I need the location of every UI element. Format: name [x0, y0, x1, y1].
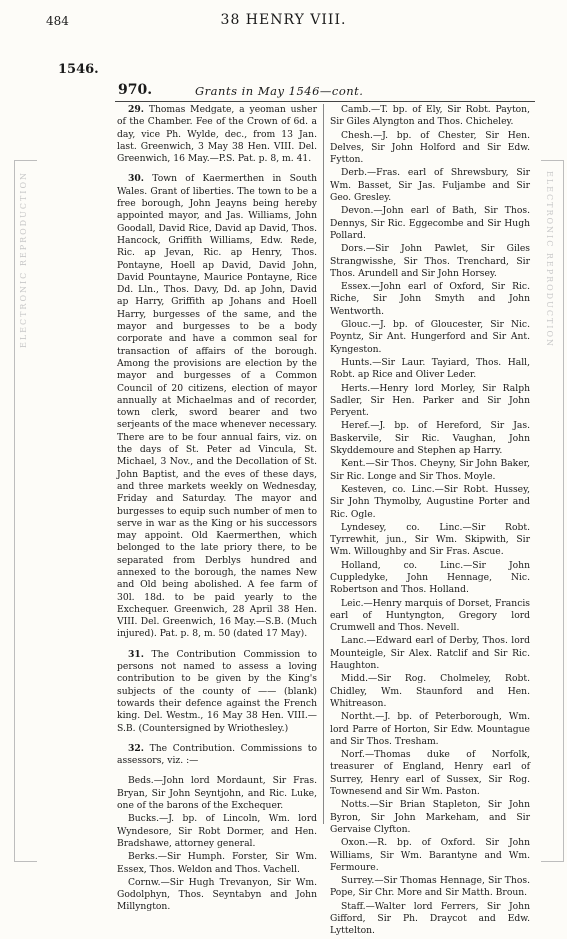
entry-30-number: 30. [128, 173, 144, 185]
grant-dors: Dors.—Sir John Pawlet, Sir Giles Strangwisshe, Sir Thos. Trenchard, Sir Thos. Arundell and Sir John Horsey. [330, 243, 530, 279]
grant-beds: Beds.—John lord Mordaunt, Sir Fras. Bryan, Sir John Seyntjohn, and Ric. Luke, one of the barons of the Exchequer. [117, 775, 317, 812]
entry-29 [117, 104, 317, 165]
page-number: 484 [46, 14, 69, 28]
grant-lanc: Lanc.—Edward earl of Derby, Thos. lord Mounteigle, Sir Alex. Ratclif and Sir Ric. Haughton. [330, 635, 530, 672]
grant-kesteven: Kesteven, co. Linc.—Sir Robt. Hussey, Sir John Thymolby, Augustine Porter and Ric. Ogle. [330, 483, 530, 520]
grant-notts: Notts.—Sir Brian Stapleton, Sir John Byron, Sir John Markeham, and Sir Gervaise Clyfton. [330, 799, 530, 835]
grant-bucks: Bucks.—J. bp. of Lincoln, Wm. lord Wyndesore, Sir Robt Dormer, and Hen. Bradshawe, attorney general. [117, 813, 317, 849]
column-divider [323, 104, 324, 824]
grant-cornw: Cornw.—Sir Hugh Trevanyon, Sir Wm. Godolphyn, Thos. Seyntabyn and John Millyngton. [117, 876, 317, 913]
left-watermark-strip [14, 160, 37, 862]
grant-staff: Staff.—Walter lord Ferrers, Sir John Gifford, Sir Ph. Draycot and Edw. Lyttelton. [330, 900, 530, 937]
entry-30-text: Town of Kaermerthen in South Wales. Grant of liberties. The town to be a free borough, John Jeayns being hereby appointed mayor, and Jas. Williams, John Goodall, David Rice, David ap David, Thos. Hancock, Griffith Williams, Edw. Rede, Ric. ap Jevan, Ric. ap Henry, Thos. Pontayne, Hoell ap David, David John, David Pountayne, Maurice Pontayne, Rice Dd. Lln., Thos. Davy, Dd. ap John, David ap Harry, Griffith ap Johans and Hoell Harry, burgesses of the same, and the mayor and burgesses to be a body corporate and have a common seal for transaction of affairs of the borough. Among the provisions are election by the mayor and burgesses of a Common Council of 20 citizens, election of mayor annually at Michaelmas and of recorder, town clerk, sword bearer and two serjeants of the mace whenever necessary. There are to be four annual fairs, viz. on the days of St. Peter ad Vincula, St. Michael, 3 Nov., and the Decollation of St. John Baptist, and the eves of these days, and three markets weekly on Wednesday, Friday and Saturday. The mayor and burgesses to equip such number of men to serve in war as the King or his successors may appoint. Old Kaermerthen, which belonged to the late priory there, to be separated from Derblys hundred and annexed to the borough, the names New and Old being abolished. A fee farm of 30l. 18d. to be paid yearly to the Exchequer. Greenwich, 28 April 38 Hen. VIII. Del. Greenwich, 16 May.—S.B. (Much injured). Pat. p. 8, m. 50 (dated 17 May). [117, 173, 317, 640]
grant-derb: Derb.—Fras. earl of Shrewsbury, Sir Wm. Basset, Sir Jas. Fuljambe and Sir Geo. Gresley. [330, 167, 530, 204]
left-watermark-text: ELECTRONIC REPRODUCTION [19, 171, 28, 349]
grant-leic: Leic.—Henry marquis of Dorset, Francis earl of Huntyngton, Gregory lord Crumwell and Thos. Nevell. [330, 597, 530, 634]
entry-31-number: 31. [128, 648, 144, 660]
grant-chesh: Chesh.—J. bp. of Chester, Sir Hen. Delves, Sir John Holford and Sir Edw. Fytton. [330, 129, 530, 166]
section-title: Grants in May 1546—cont. [195, 84, 364, 98]
grant-midd: Midd.—Sir Rog. Cholmeley, Robt. Chidley, Wm. Staunford and Hen. Whitreason. [330, 673, 530, 709]
entry-31-text: The Contribution Commission to persons not named to assess a loving contribution to be given by the King's subjects of the county of —— (blank) towards their defence against the French king. Del. Westm., 16 May 38 Hen. VIII.—S.B. (Countersigned by Wriothesley.) [117, 648, 317, 734]
right-watermark-strip [541, 160, 564, 862]
grant-hunts: Hunts.—Sir Laur. Tayiard, Thos. Hall, Robt. ap Rice and Oliver Leder. [330, 356, 530, 381]
grant-heref: Heref.—J. bp. of Hereford, Sir Jas. Baskervile, Sir Ric. Vaughan, John Skyddemoure and Stephen ap Harry. [330, 420, 530, 457]
grant-lyndesey: Lyndesey, co. Linc.—Sir Robt. Tyrrewhit, jun., Sir Wm. Skipwith, Sir Wm. Willoughby and Sir Fras. Ascue. [330, 521, 530, 558]
grant-devon: Devon.—John earl of Bath, Sir Thos. Dennys, Sir Ric. Eggecombe and Sir Hugh Pollard. [330, 205, 530, 241]
grant-herts: Herts.—Henry lord Morley, Sir Ralph Sadler, Sir Hen. Parker and Sir John Peryent. [330, 382, 530, 419]
entry-31 [117, 649, 317, 735]
grant-norf: Norf.—Thomas duke of Norfolk, treasurer of England, Henry earl of Surrey, Henry earl of Sussex, Sir Rog. Townesend and Sir Wm. Paston. [330, 749, 530, 798]
year-marker: 1546. [58, 62, 99, 77]
entry-32-text: The Contribution. Commissions to assessors, viz. :— [117, 742, 317, 767]
grant-essex: Essex.—John earl of Oxford, Sir Ric. Riche, Sir John Smyth and John Wentworth. [330, 281, 530, 317]
entry-32 [117, 743, 317, 768]
grant-camb: Camb.—T. bp. of Ely, Sir Robt. Payton, Sir Giles Alyngton and Thos. Chicheley. [330, 104, 530, 128]
entry-30 [117, 173, 317, 640]
left-column [117, 104, 317, 915]
grant-northt: Northt.—J. bp. of Peterborough, Wm. lord Parre of Horton, Sir Edw. Mountague and Sir Thos. Tresham. [330, 711, 530, 747]
entry-29-text: Thomas Medgate, a yeoman usher of the Chamber. Fee of the Crown of 6d. a day, vice Ph. Wylde, dec., from 13 Jan. last. Greenwich, 3 May 38 Hen. VIII. Del. Greenwich, 16 May.—P.S. Pat. p. 8, m. 41. [117, 104, 317, 165]
grant-berks: Berks.—Sir Humph. Forster, Sir Wm. Essex, Thos. Weldon and Thos. Vachell. [117, 851, 317, 875]
grant-holland: Holland, co. Linc.—Sir John Cuppledyke, John Hennage, Nic. Robertson and Thos. Holland. [330, 559, 530, 596]
grant-kent: Kent.—Sir Thos. Cheyny, Sir John Baker, Sir Ric. Longe and Sir Thos. Moyle. [330, 458, 530, 482]
grant-glouc: Glouc.—J. bp. of Gloucester, Sir Nic. Poyntz, Sir Ant. Hungerford and Sir Ant. Kyngeston. [330, 319, 530, 355]
right-column [330, 104, 530, 939]
running-head: 38 HENRY VIII. [220, 12, 347, 28]
entry-29-number: 29. [128, 104, 144, 115]
grant-oxon: Oxon.—R. bp. of Oxford. Sir John Williams, Sir Wm. Barantyne and Wm. Fermoure. [330, 837, 530, 873]
grant-surrey: Surrey.—Sir Thomas Hennage, Sir Thos. Pope, Sir Chr. More and Sir Matth. Broun. [330, 875, 530, 899]
right-watermark-text: ELECTRONIC REPRODUCTION [545, 171, 554, 349]
entry-32-number: 32. [128, 742, 144, 754]
header-rule [115, 101, 535, 102]
entry-number: 970. [118, 82, 153, 98]
